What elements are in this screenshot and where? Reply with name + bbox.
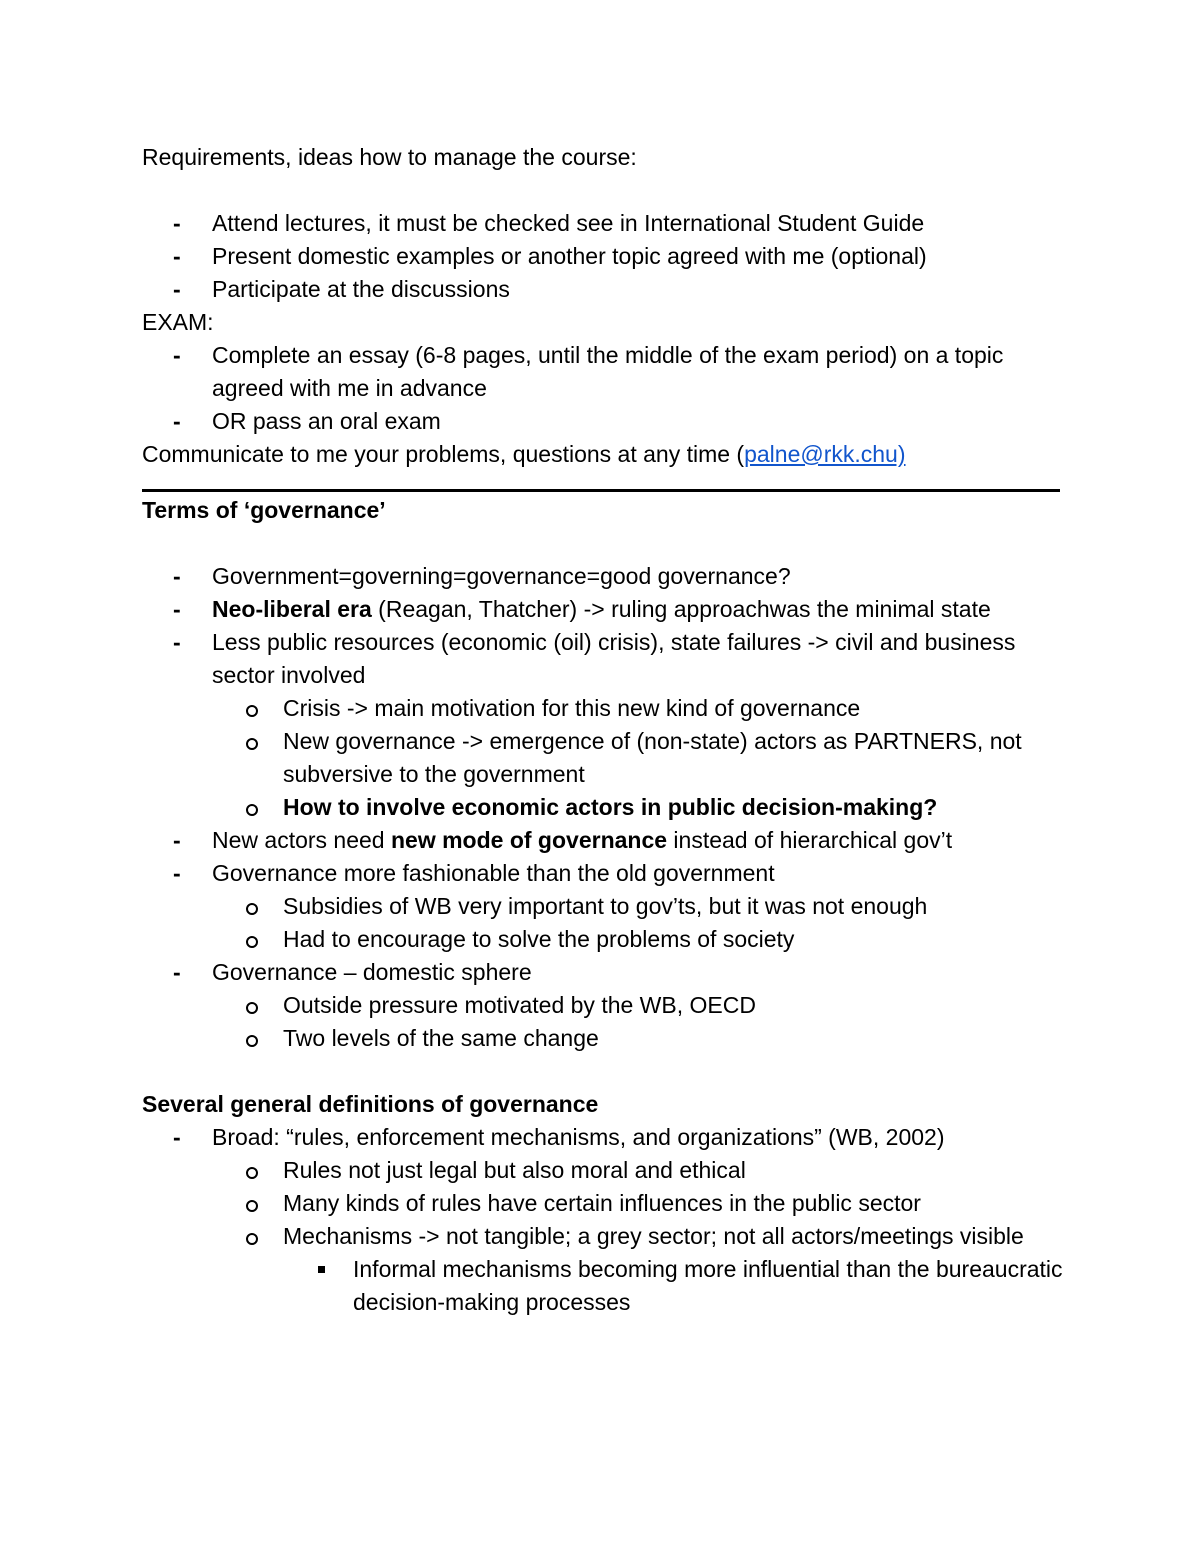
dash-bullet-icon: - (173, 959, 181, 985)
email-link[interactable]: palne@rkk.chu) (744, 441, 906, 467)
sub-list-item: Mechanisms -> not tangible; a grey sector; not all actors/meetings visible (142, 1220, 1060, 1253)
dash-bullet-icon: - (173, 563, 181, 589)
dash-bullet-icon: - (173, 827, 181, 853)
sub-list-item: Had to encourage to solve the problems of society (142, 923, 1060, 956)
sub-list-item: Subsidies of WB very important to gov’ts, but it was not enough (142, 890, 1060, 923)
circle-bullet-icon (246, 705, 258, 717)
circle-bullet-icon (246, 1200, 258, 1212)
list-item: - Neo-liberal era (Reagan, Thatcher) -> ruling approachwas the minimal state (142, 593, 1060, 626)
exam-label: EXAM: (142, 309, 214, 335)
list-item: - OR pass an oral exam (142, 405, 1060, 438)
dash-bullet-icon: - (173, 596, 181, 622)
list-item: - Governance more fashionable than the old government (142, 857, 1060, 890)
section-heading-definitions: Several general definitions of governance (142, 1091, 599, 1117)
list-item: - Broad: “rules, enforcement mechanisms, and organizations” (WB, 2002) (142, 1121, 1060, 1154)
dash-bullet-icon: - (173, 408, 181, 434)
sub-list-item: New governance -> emergence of (non-state) actors as PARTNERS, not subversive to the government (142, 725, 1060, 791)
circle-bullet-icon (246, 1167, 258, 1179)
list-item: - Government=governing=governance=good governance? (142, 560, 1060, 593)
dash-bullet-icon: - (173, 629, 181, 655)
sub-list-item: Two levels of the same change (142, 1022, 1060, 1055)
list-item: - Present domestic examples or another topic agreed with me (optional) (142, 240, 1060, 273)
list-item: - Attend lectures, it must be checked see in International Student Guide (142, 207, 1060, 240)
circle-bullet-icon (246, 1002, 258, 1014)
sub-list-item: Rules not just legal but also moral and ethical (142, 1154, 1060, 1187)
document-content (142, 141, 1063, 1319)
square-bullet-icon (318, 1266, 325, 1273)
horizontal-divider (142, 489, 1060, 492)
requirements-intro: Requirements, ideas how to manage the course: (142, 144, 637, 170)
list-item: - Less public resources (economic (oil) crisis), state failures -> civil and business sector involved (142, 626, 1060, 692)
circle-bullet-icon (246, 1035, 258, 1047)
sub-sub-list-item: Informal mechanisms becoming more influential than the bureaucratic decision-making processes (142, 1253, 1060, 1319)
circle-bullet-icon (246, 936, 258, 948)
list-item: - Governance – domestic sphere (142, 956, 1060, 989)
section-heading-governance-terms: Terms of ‘governance’ (142, 497, 386, 523)
list-item: - Participate at the discussions (142, 273, 1060, 306)
circle-bullet-icon (246, 804, 258, 816)
list-item: - New actors need new mode of governance instead of hierarchical gov’t (142, 824, 1060, 857)
dash-bullet-icon: - (173, 210, 181, 236)
dash-bullet-icon: - (173, 342, 181, 368)
dash-bullet-icon: - (173, 243, 181, 269)
dash-bullet-icon: - (173, 276, 181, 302)
sub-list-item: Outside pressure motivated by the WB, OECD (142, 989, 1060, 1022)
sub-list-item: How to involve economic actors in public decision-making? (142, 791, 1060, 824)
contact-line: Communicate to me your problems, questions at any time (palne@rkk.chu) (142, 441, 906, 467)
dash-bullet-icon: - (173, 1124, 181, 1150)
sub-list-item: Many kinds of rules have certain influences in the public sector (142, 1187, 1060, 1220)
circle-bullet-icon (246, 903, 258, 915)
dash-bullet-icon: - (173, 860, 181, 886)
sub-list-item: Crisis -> main motivation for this new kind of governance (142, 692, 1060, 725)
list-item: - Complete an essay (6-8 pages, until the middle of the exam period) on a topic agreed with me in advance (142, 339, 1060, 405)
circle-bullet-icon (246, 1233, 258, 1245)
circle-bullet-icon (246, 738, 258, 750)
